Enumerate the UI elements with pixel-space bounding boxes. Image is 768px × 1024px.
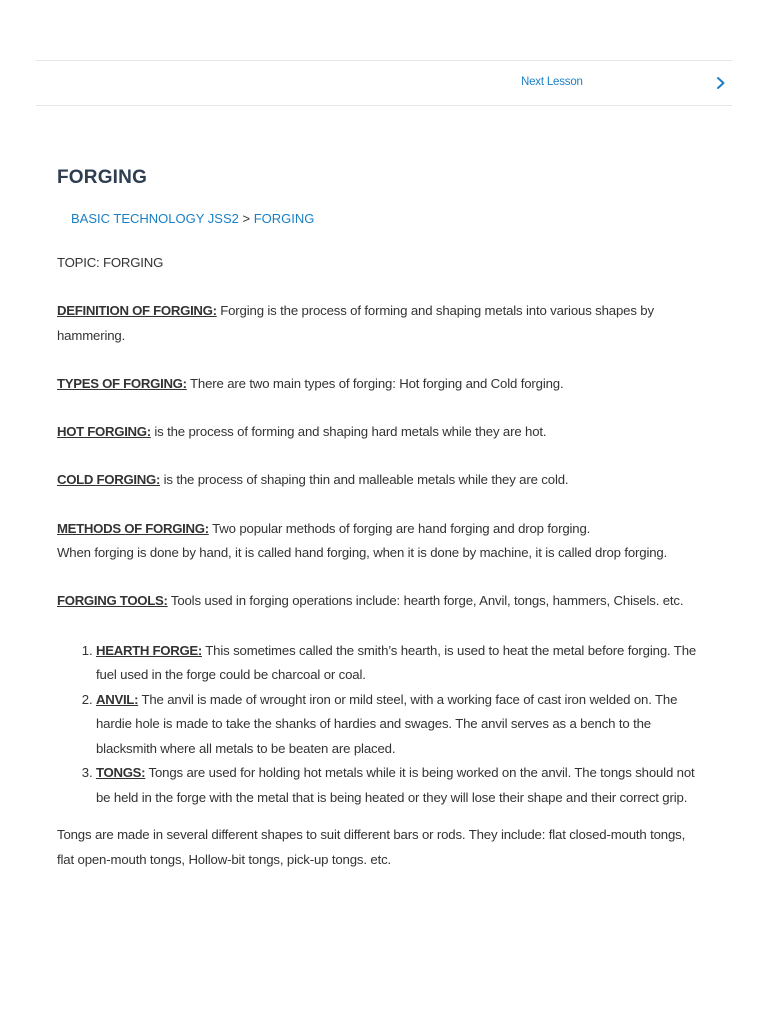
definition-paragraph	[57, 299, 697, 348]
cold-forging-term: COLD FORGING:	[57, 472, 161, 488]
tools-text: Tools used in forging operations include: hearth forge, Anvil, tongs, hammers, Chisels. etc.	[170, 593, 684, 609]
breadcrumb-current-link[interactable]: FORGING	[253, 211, 315, 226]
cold-forging-text: is the process of shaping thin and malleable metals while they are cold.	[163, 472, 569, 488]
lesson-navigation	[36, 60, 732, 106]
hearth-forge-term: HEARTH FORGE:	[96, 642, 202, 658]
hot-forging-term: HOT FORGING:	[57, 424, 151, 440]
anvil-term: ANVIL:	[96, 691, 139, 707]
breadcrumb	[71, 209, 697, 229]
definition-term: DEFINITION OF FORGING:	[57, 303, 217, 319]
hot-forging-text: is the process of forming and shaping hard metals while they are hot.	[154, 424, 547, 440]
breadcrumb-separator: >	[242, 211, 251, 226]
list-item	[96, 639, 697, 688]
methods-paragraph	[57, 517, 697, 566]
types-text: There are two main types of forging: Hot forging and Cold forging.	[190, 375, 564, 391]
list-item	[96, 688, 697, 762]
forging-tools-list	[57, 639, 697, 811]
hot-forging-paragraph	[57, 420, 697, 445]
methods-term: METHODS OF FORGING:	[57, 520, 209, 536]
chevron-right-icon[interactable]	[714, 75, 728, 91]
methods-text: Two popular methods of forging are hand forging and drop forging.	[212, 520, 591, 536]
breadcrumb-parent-link[interactable]: BASIC TECHNOLOGY JSS2	[71, 211, 239, 226]
closing-paragraph: Tongs are made in several different shapes to suit different bars or rods. They include: flat closed-mouth tongs, flat open-mouth tongs, Hollow-bit tongs, pick-up tongs. etc.	[57, 827, 686, 867]
topic-line: TOPIC: FORGING	[57, 255, 164, 270]
hearth-forge-text: This sometimes called the smith’s hearth, is used to heat the metal before forging. The fuel used in the forge could be charcoal or coal.	[96, 642, 697, 683]
tools-term: FORGING TOOLS:	[57, 593, 168, 609]
cold-forging-paragraph	[57, 468, 697, 493]
tongs-term: TONGS:	[96, 765, 146, 781]
list-item	[96, 761, 697, 810]
next-lesson-link[interactable]: Next Lesson	[521, 76, 583, 88]
lesson-content	[57, 160, 697, 872]
tongs-text: Tongs are used for holding hot metals while it is being worked on the anvil. The tongs should not be held in the forge with the metal that is being heated or they will lose their shape and their correct grip.	[96, 765, 695, 806]
types-term: TYPES OF FORGING:	[57, 375, 187, 391]
page-title: FORGING	[57, 167, 148, 188]
types-paragraph	[57, 372, 697, 397]
methods-text-continued: When forging is done by hand, it is called hand forging, when it is done by machine, it is called drop forging.	[57, 545, 668, 561]
definition-text: Forging is the process of forming and shaping metals into various shapes by hammering.	[57, 303, 654, 343]
anvil-text: The anvil is made of wrought iron or mild steel, with a working face of cast iron welded on. The hardie hole is made to take the shanks of hardies and swages. The anvil serves as a bench to the blacksmith where all metals to be beaten are placed.	[96, 691, 678, 756]
tools-paragraph	[57, 589, 697, 614]
